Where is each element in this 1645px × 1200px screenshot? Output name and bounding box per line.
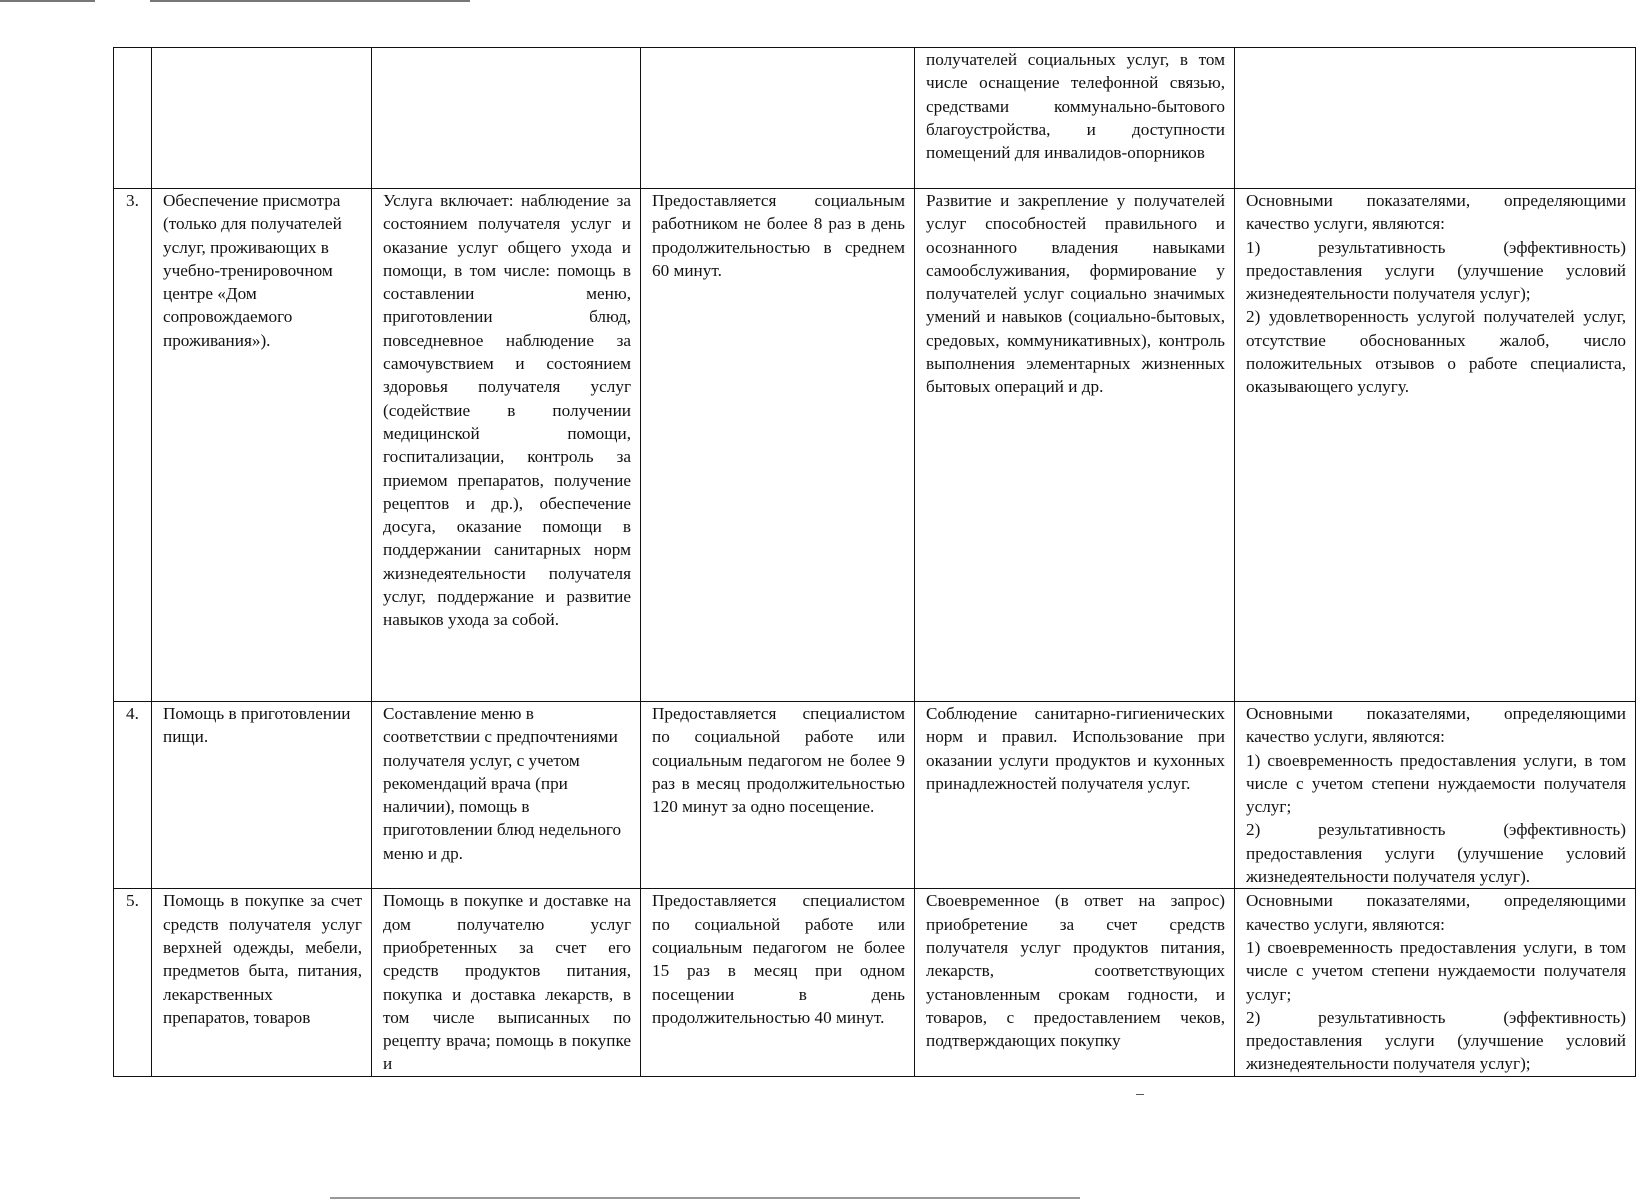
service-result: Своевременное (в ответ на запрос) приобретение за счет средств получателя услуг продуктов питания, лекарств, соответствующих установленным срокам годности, и товаров, с предоставлением чеков, подтверждающих покупку <box>915 889 1235 1076</box>
service-quality <box>1235 48 1636 189</box>
quality-item: 1) своевременность предоставления услуги, в том числе с учетом степени нуждаемости получателя услуг; <box>1246 937 1626 1004</box>
service-name <box>152 48 372 189</box>
table-row <box>114 189 1636 702</box>
scan-edge-line <box>860 1197 1080 1199</box>
quality-intro: Основными показателями, определяющими качество услуги, являются: <box>1246 891 1626 934</box>
service-name: Помощь в приготовлении пищи. <box>152 702 372 889</box>
service-quality <box>1235 889 1636 1076</box>
service-result: Соблюдение санитарно-гигиенических норм и правил. Использование при оказании услуги продуктов и кухонных принадлежностей получателя услуг. <box>915 702 1235 889</box>
row-number: 3. <box>114 189 152 702</box>
quality-item: 1) своевременность предоставления услуги, в том числе с учетом степени нуждаемости получателя услуг; <box>1246 750 1626 817</box>
service-timing: Предоставляется специалистом по социальной работе или социальным педагогом не более 15 раз в месяц при одном посещении в день продолжительностью 40 минут. <box>641 889 915 1076</box>
quality-intro: Основными показателями, определяющими качество услуги, являются: <box>1246 191 1626 234</box>
service-content: Составление меню в соответствии с предпочтениями получателя услуг, с учетом рекомендаций врача (при наличии), помощь в приготовлении блюд недельного меню и др. <box>372 702 641 889</box>
service-name: Помощь в покупке за счет средств получателя услуг верхней одежды, мебели, предметов быта, питания, лекарственных препаратов, товаров <box>152 889 372 1076</box>
service-content: Помощь в покупке и доставке на дом получателю услуг приобретенных за счет его средств продуктов питания, покупка и доставка лекарств, в том числе выписанных по рецепту врача; помощь в покупке и <box>372 889 641 1076</box>
scan-mark <box>1136 1094 1144 1095</box>
service-timing <box>641 48 915 189</box>
service-name: Обеспечение присмотра (только для получателей услуг, проживающих в учебно-тренировочном центре «Дом сопровождаемого проживания»). <box>152 189 372 702</box>
row-number: 4. <box>114 702 152 889</box>
service-result: Развитие и закрепление у получателей услуг способностей правильного и осознанного владения навыками самообслуживания, формирование у получателей услуг социально значимых умений и навыков (социально-бытовых, средовых, коммуникативных), контроль выполнения элементарных жизненных бытовых операций и др. <box>915 189 1235 702</box>
scan-edge-line <box>150 0 470 2</box>
service-content: Услуга включает: наблюдение за состоянием получателя услуг и оказание услуг общего ухода и помощи, в том числе: помощь в составлении меню, приготовлении блюд, повседневное наблюдение за самочувствием и состоянием здоровья получателя услуг (содействие в получении медицинской помощи, госпитализации, контроль за приемом препаратов, получение рецептов и др.), обеспечение досуга, оказание помощи в поддержании санитарных норм жизнедеятельности получателя услуг, поддержание и развитие навыков ухода за собой. <box>372 189 641 702</box>
quality-item: 2) удовлетворенность услугой получателей услуг, отсутствие обоснованных жалоб, число положительных отзывов о работе специалиста, оказывающего услугу. <box>1246 307 1626 397</box>
services-table <box>113 47 1636 1077</box>
service-timing: Предоставляется социальным работником не более 8 раз в день продолжительностью в среднем 60 минут. <box>641 189 915 702</box>
service-quality <box>1235 189 1636 702</box>
quality-item: 2) результативность (эффективность) предоставления услуги (улучшение условий жизнедеятельности получателя услуг); <box>1246 1007 1626 1074</box>
row-number: 5. <box>114 889 152 1076</box>
table-row <box>114 48 1636 189</box>
quality-item: 2) результативность (эффективность) предоставления услуги (улучшение условий жизнедеятельности получателя услуг). <box>1246 820 1626 887</box>
table-row <box>114 702 1636 889</box>
service-content <box>372 48 641 189</box>
row-number <box>114 48 152 189</box>
quality-intro: Основными показателями, определяющими качество услуги, являются: <box>1246 704 1626 747</box>
table-row <box>114 889 1636 1076</box>
quality-item: 1) результативность (эффективность) предоставления услуги (улучшение условий жизнедеятельности получателя услуг); <box>1246 237 1626 304</box>
scan-edge-line <box>0 0 95 2</box>
service-timing: Предоставляется специалистом по социальной работе или социальным педагогом не более 9 раз в месяц продолжительностью 120 минут за одно посещение. <box>641 702 915 889</box>
service-quality <box>1235 702 1636 889</box>
service-result: получателей социальных услуг, в том числе оснащение телефонной связью, средствами коммунально-бытового благоустройства, и доступности помещений для инвалидов-опорников <box>915 48 1235 189</box>
